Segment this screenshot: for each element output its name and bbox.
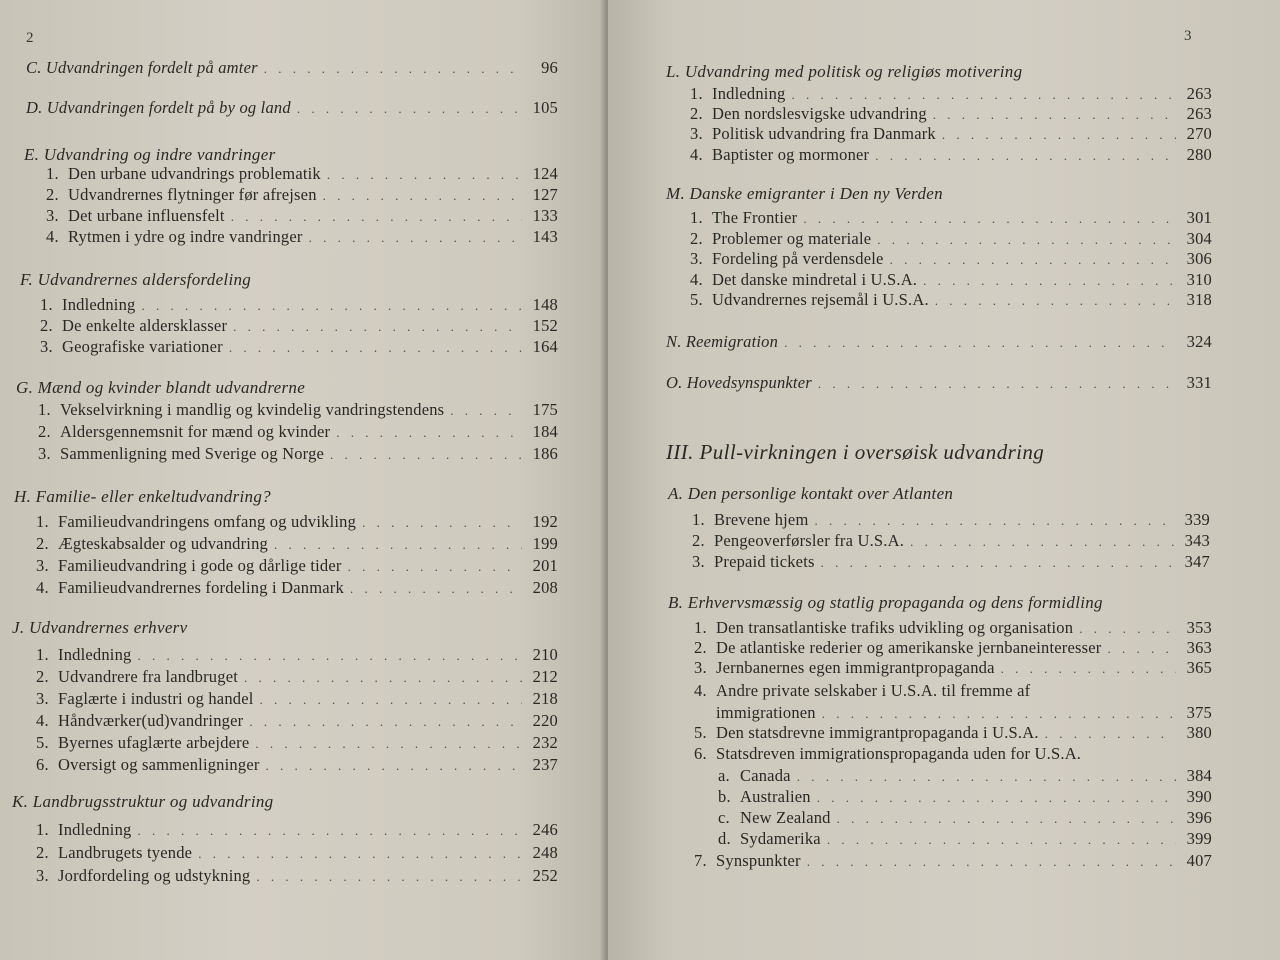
section-title: G. Mænd og kvinder blandt udvandrerne [16, 378, 306, 397]
toc-entry: D. Udvandringen fordelt på by og land . . . 105 [26, 98, 558, 118]
right-page [608, 0, 1280, 960]
section-title: K. Landbrugsstruktur og udvandring [12, 792, 274, 811]
section-title: E. Udvandring og indre vandringer [24, 145, 276, 164]
toc-item: 2. Den nordslesvigske udvandring . . . 263 [690, 104, 1212, 124]
toc-item: 2. De atlantiske rederier og amerikanske jernbaneinteresser . . . 363 [694, 638, 1212, 658]
page-number: 2 [26, 30, 34, 46]
toc-item: 2. Udvandrernes flytninger før afrejsen . . . 127 [46, 185, 558, 205]
toc-item: 1. Indledning . . . 263 [690, 84, 1212, 104]
toc-item: 4. Håndværker(ud)vandringer . . . 220 [36, 711, 558, 731]
toc-item: 1. Den urbane udvandrings problematik . . . 124 [46, 164, 558, 184]
page-number: 3 [1184, 28, 1192, 44]
toc-item: 3. Jordfordeling og udstykning . . . 252 [36, 866, 558, 886]
toc-item: 2. Pengeoverførsler fra U.S.A. . . . 343 [692, 531, 1210, 551]
toc-item: 3. Familieudvandring i gode og dårlige tider . . . 201 [36, 556, 558, 576]
toc-item-continued: immigrationen . . . 375 [694, 703, 1212, 723]
toc-item: 2. Problemer og materiale . . . 304 [690, 229, 1212, 249]
section-title: M. Danske emigranter i Den ny Verden [666, 184, 943, 203]
section-title: L. Udvandring med politisk og religiøs motivering [666, 62, 1023, 81]
part-title: III. Pull-virkningen i oversøisk udvandring [666, 440, 1045, 464]
toc-entry: N. Reemigration . . . 324 [666, 332, 1212, 352]
toc-item: 2. Udvandrere fra landbruget . . . 212 [36, 667, 558, 687]
left-page [0, 0, 606, 960]
toc-entry: C. Udvandringen fordelt på amter . . . 96 [26, 58, 558, 78]
toc-item: 2. Aldersgennemsnit for mænd og kvinder . . . 184 [38, 422, 558, 442]
toc-item: 6. Statsdreven immigrationspropaganda uden for U.S.A. [694, 744, 1082, 763]
toc-subitem: a. Canada . . . 384 [718, 766, 1212, 786]
toc-subitem: c. New Zealand . . . 396 [718, 808, 1212, 828]
toc-item: 3. Det urbane influensfelt . . . 133 [46, 206, 558, 226]
section-title: B. Erhvervsmæssig og statlig propaganda og dens formidling [668, 593, 1103, 612]
section-title: J. Udvandrernes erhverv [12, 618, 188, 637]
toc-item: 4. Andre private selskaber i U.S.A. til fremme af [694, 681, 1031, 700]
section-title: F. Udvandrernes aldersfordeling [20, 270, 252, 289]
toc-item: 1. Indledning . . . 210 [36, 645, 558, 665]
toc-item: 3. Fordeling på verdensdele . . . 306 [690, 249, 1212, 269]
toc-item: 3. Jernbanernes egen immigrantpropaganda . . . 365 [694, 658, 1212, 678]
toc-item: 4. Det danske mindretal i U.S.A. . . . 310 [690, 270, 1212, 290]
toc-subitem: d. Sydamerika . . . 399 [718, 829, 1212, 849]
toc-item: 1. Indledning . . . 148 [40, 295, 558, 315]
toc-item: 4. Baptister og mormoner . . . 280 [690, 145, 1212, 165]
toc-item: 4. Rytmen i ydre og indre vandringer . . . 143 [46, 227, 558, 247]
toc-item: 1. Brevene hjem . . . 339 [692, 510, 1210, 530]
toc-subitem: b. Australien . . . 390 [718, 787, 1212, 807]
toc-item: 5. Byernes ufaglærte arbejdere . . . 232 [36, 733, 558, 753]
toc-item: 1. Vekselvirkning i mandlig og kvindelig vandringstendens . . . 175 [38, 400, 558, 420]
toc-item: 5. Udvandrernes rejsemål i U.S.A. . . . 318 [690, 290, 1212, 310]
toc-item: 2. Ægteskabsalder og udvandring . . . 199 [36, 534, 558, 554]
toc-item: 4. Familieudvandrernes fordeling i Danmark . . . 208 [36, 578, 558, 598]
toc-item: 5. Den statsdrevne immigrantpropaganda i U.S.A. . . . 380 [694, 723, 1212, 743]
toc-item: 1. Den transatlantiske trafiks udvikling og organisation . . . 353 [694, 618, 1212, 638]
toc-item: 3. Geografiske variationer . . . 164 [40, 337, 558, 357]
toc-item: 3. Sammenligning med Sverige og Norge . . . 186 [38, 444, 558, 464]
toc-item: 3. Faglærte i industri og handel . . . 218 [36, 689, 558, 709]
section-title: A. Den personlige kontakt over Atlanten [668, 484, 954, 503]
toc-item: 6. Oversigt og sammenligninger . . . 237 [36, 755, 558, 775]
toc-item: 1. Indledning . . . 246 [36, 820, 558, 840]
toc-item: 2. Landbrugets tyende . . . 248 [36, 843, 558, 863]
toc-entry: O. Hovedsynspunkter . . . 331 [666, 373, 1212, 393]
toc-item: 2. De enkelte aldersklasser . . . 152 [40, 316, 558, 336]
toc-item: 7. Synspunkter . . . 407 [694, 851, 1212, 871]
toc-item: 1. Familieudvandringens omfang og udvikling . . . 192 [36, 512, 558, 532]
section-title: H. Familie- eller enkeltudvandring? [14, 487, 271, 506]
toc-item: 3. Politisk udvandring fra Danmark . . . 270 [690, 124, 1212, 144]
toc-item: 1. The Frontier . . . 301 [690, 208, 1212, 228]
toc-item: 3. Prepaid tickets . . . 347 [692, 552, 1210, 572]
